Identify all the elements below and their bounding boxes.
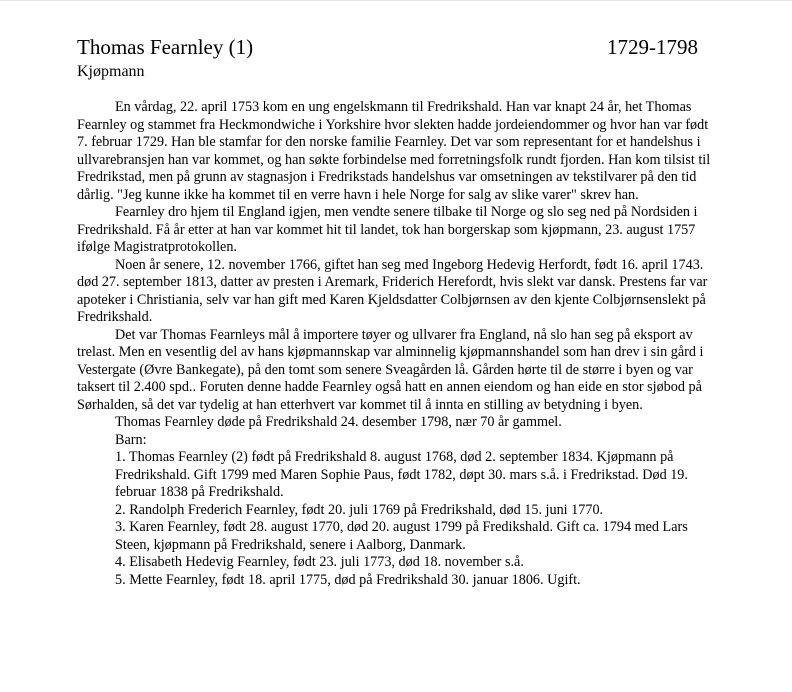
life-years: 1729-1798	[607, 35, 698, 59]
child-entry: 1. Thomas Fearnley (2) født på Fredrikshald 8. august 1768, død 2. september 1834. Kjøpmann på Fredrikshald. Gift 1799 med Maren Sophie Paus, født 1782, døpt 30. mars s.å. i Fredrikstad. Død 19. februar 1838 på Fredrikshald.	[115, 449, 688, 500]
paragraph: En vårdag, 22. april 1753 kom en ung engelskmann til Fredrikshald. Han var knapt 24 år, het Thomas Fearnley og stammet fra Heckmondwiche i Yorkshire hvor slekten hadde jordeiendommer og hvor han var født 7. februar 1729. Han ble stamfar for den norske familie Fearnley. Det var som representant for et handelshus i ullvarebransjen han var kommet, og han søkte forbindelse med forretningsfolk rundt fjorden. Han kom tilsist til Fredrikstad, men på grunn av stagnasjon i Fredrikstads handelshus var omsetningen av tekstilvarer på den tid dårlig. "Jeg kunne ikke ha kommet til en verre havn i hele Norge for salg av slike varer" skrev han.	[77, 99, 711, 203]
person-title: Thomas Fearnley (1)	[77, 35, 254, 59]
child-entry: 5. Mette Fearnley, født 18. april 1775, død på Fredrikshald 30. januar 1806. Ugift.	[115, 571, 581, 588]
child-entry: 2. Randolph Frederich Fearnley, født 20. juli 1769 på Fredrikshald, død 15. juni 1770.	[115, 501, 604, 518]
paragraph: Det var Thomas Fearnleys mål å importere tøyer og ullvarer fra England, nå slo han seg på eksport av trelast. Men en vesentlig del av hans kjøpmannskap var alminnelig kjøpmannshandel som han drev i sin gård i Vestergate (Øvre Bankegate), på den tomt som senere Sveagården lå. Gården hørte til de større i byen og var taksert til 2.400 spd.. Foruten denne hadde Fearnley også hatt en annen eiendom og han eide en stor sjøbod på Sørhalden, så det var tydelig at han etterhvert var kommet til å innta en stilling av betydning i byen.	[77, 326, 704, 413]
paragraph: Fearnley dro hjem til England igjen, men vendte senere tilbake til Norge og slo seg ned på Nordsiden i Fredrikshald. Få år etter at han var kommet hit til landet, tok han borgerskap som kjøpmann, 23. august 1757 ifølge Magistratprotokollen.	[77, 204, 698, 255]
children-heading: Barn:	[115, 431, 147, 448]
biography-body	[77, 99, 717, 589]
death-line: Thomas Fearnley døde på Fredrikshald 24. desember 1798, nær 70 år gammel.	[115, 414, 562, 430]
occupation: Kjøpmann	[77, 63, 145, 80]
child-entry: 3. Karen Fearnley, født 28. august 1770, død 20. august 1799 på Fredikshald. Gift ca. 1794 med Lars Steen, kjøpmann på Fredrikshald, senere i Aalborg, Danmark.	[115, 519, 688, 553]
paragraph: Noen år senere, 12. november 1766, giftet han seg med Ingeborg Hedevig Herfordt, født 16. april 1743. død 27. september 1813, datter av presten i Aremark, Friderich Herefordt, hvis slekt var dansk. Prestens far var apoteker i Christiania, selv var han gift med Karen Kjeldsdatter Colbjørnsen av den kjente Colbjørnsenslekt på Fredrikshald.	[77, 256, 708, 325]
child-entry: 4. Elisabeth Hedevig Fearnley, født 23. juli 1773, død 18. november s.å.	[115, 554, 524, 570]
